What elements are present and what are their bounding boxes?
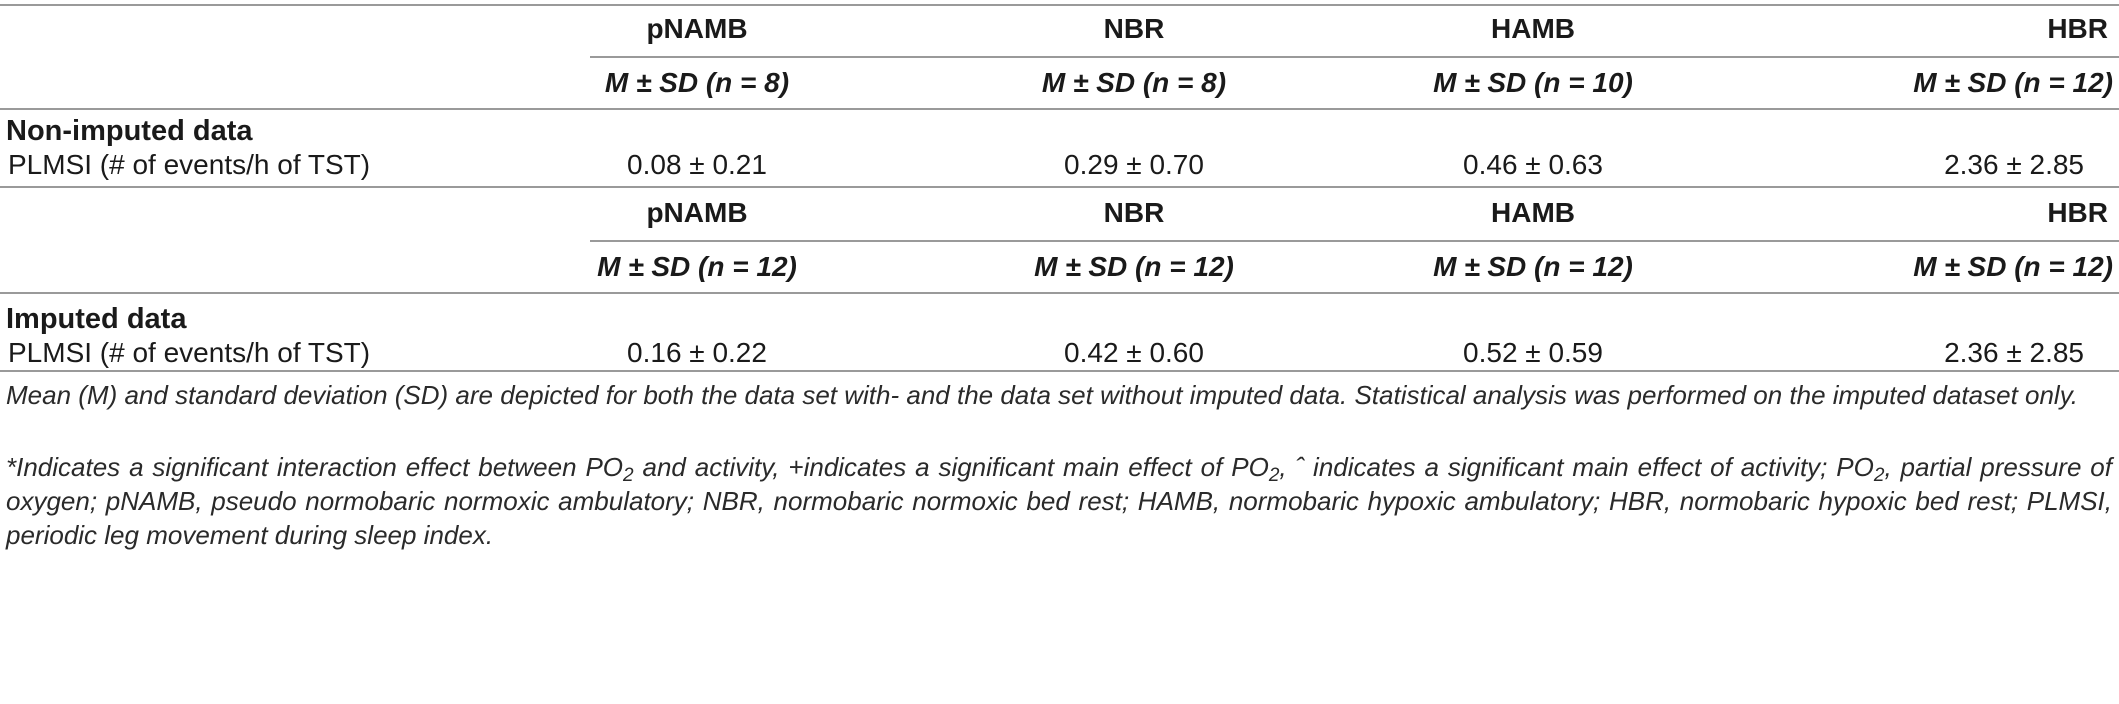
header-rule-2 xyxy=(590,240,2119,242)
value-hamb: 0.46 ± 0.63 xyxy=(1463,149,1603,180)
subheader-hamb: M ± SD (n = 10) xyxy=(1433,67,1633,98)
value-nbr-2: 0.42 ± 0.60 xyxy=(1064,337,1204,368)
footnote-2-sub-1: 2 xyxy=(623,465,634,486)
footnote-2-sub-3: 2 xyxy=(1873,465,1885,486)
footnote-2-part-b: and activity, +indicates a significant main effect of PO xyxy=(633,452,1269,482)
column-header-hbr-2: HBR xyxy=(2047,197,2108,228)
value-pnamb: 0.08 ± 0.21 xyxy=(627,149,767,180)
column-header-nbr-2: NBR xyxy=(1103,197,1165,228)
footnote-2-part-d: , partial pressure of oxygen; pNAMB, pseudo normobaric normoxic ambulatory; NBR, normobaric normoxic bed rest; HAMB, normobaric hypoxic ambulatory; HBR, normobaric hypoxic bed rest; PLMSI, periodic leg movement during sleep index. xyxy=(6,452,2112,550)
value-hamb-2: 0.52 ± 0.59 xyxy=(1463,337,1603,368)
subheader-hbr-2: M ± SD (n = 12) xyxy=(1913,251,2113,282)
subheader-rule-2 xyxy=(0,292,2119,294)
column-header-pnamb: pNAMB xyxy=(646,13,748,44)
subheader-nbr-2: M ± SD (n = 12) xyxy=(1034,251,1234,282)
column-header-pnamb-2: pNAMB xyxy=(646,197,748,228)
subheader-hbr: M ± SD (n = 12) xyxy=(1913,67,2113,98)
value-hbr-2: 2.36 ± 2.85 xyxy=(1944,337,2084,368)
column-header-nbr: NBR xyxy=(1103,13,1165,44)
header-rule-1 xyxy=(590,56,2119,58)
section-label-non-imputed: Non-imputed data xyxy=(6,115,253,147)
footnote-2-part-c: , ˆ indicates a significant main effect of activity; PO xyxy=(1279,452,1874,482)
value-hbr: 2.36 ± 2.85 xyxy=(1944,149,2084,180)
section-label-imputed: Imputed data xyxy=(6,303,187,335)
subheader-hamb-2: M ± SD (n = 12) xyxy=(1433,251,1633,282)
footnote-2 xyxy=(6,450,2112,552)
row-label-plmsi-2: PLMSI (# of events/h of TST) xyxy=(8,337,371,368)
subheader-rule-1 xyxy=(0,108,2119,110)
footnote-1: Mean (M) and standard deviation (SD) are depicted for both the data set with- and the data set without imputed data. Statistical analysis was performed on the imputed dataset only. xyxy=(6,380,2079,410)
value-pnamb-2: 0.16 ± 0.22 xyxy=(627,337,767,368)
table-bottom-rule xyxy=(0,370,2119,372)
column-header-hamb-2: HAMB xyxy=(1491,197,1575,228)
footnote-2-sub-2: 2 xyxy=(1268,465,1280,486)
table-top-rule xyxy=(0,4,2119,6)
value-nbr: 0.29 ± 0.70 xyxy=(1064,149,1204,180)
footnote-2-part-a: *Indicates a significant interaction effect between PO xyxy=(6,452,624,482)
column-header-hbr: HBR xyxy=(2047,13,2108,44)
subheader-nbr: M ± SD (n = 8) xyxy=(1041,67,1227,98)
row-label-plmsi: PLMSI (# of events/h of TST) xyxy=(8,149,371,180)
subheader-pnamb: M ± SD (n = 8) xyxy=(604,67,790,98)
column-header-hamb: HAMB xyxy=(1491,13,1575,44)
subheader-pnamb-2: M ± SD (n = 12) xyxy=(597,251,797,282)
block-separator-rule xyxy=(0,186,2119,188)
